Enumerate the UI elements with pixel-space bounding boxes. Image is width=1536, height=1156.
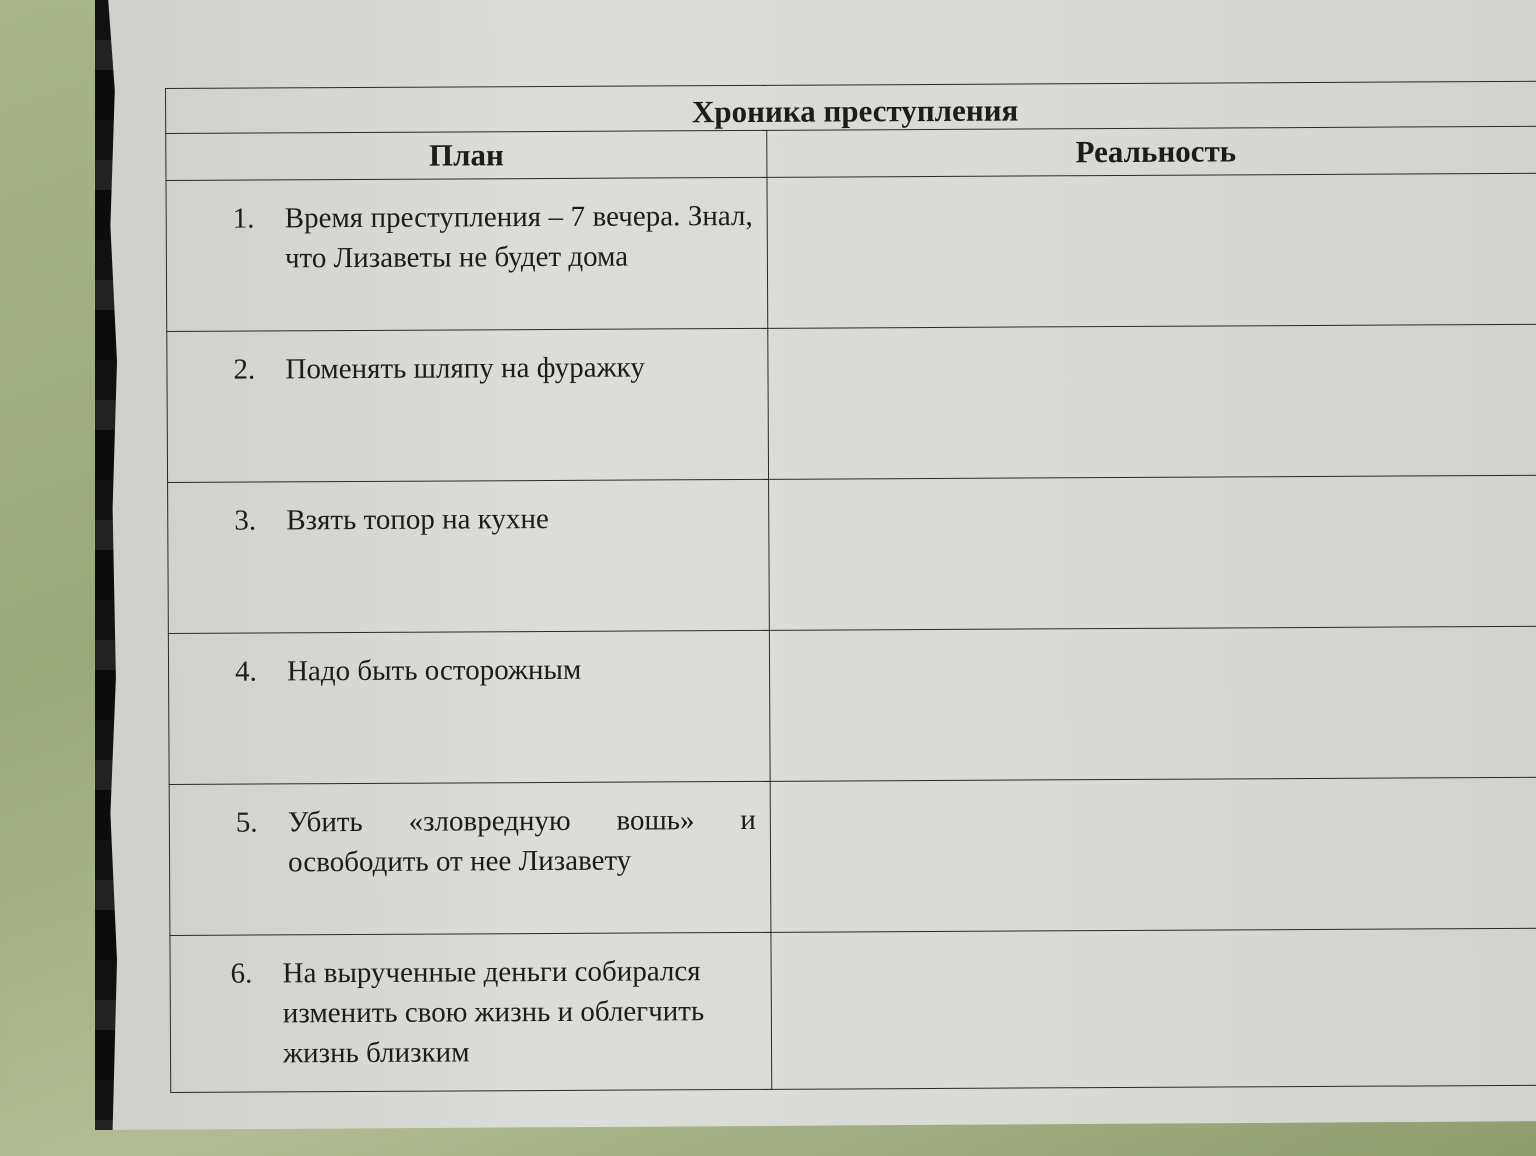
table-row — [170, 928, 1536, 1092]
reality-cell[interactable] — [768, 324, 1536, 479]
header-plan: План — [166, 130, 767, 180]
item-number: 6. — [230, 957, 253, 990]
reality-cell[interactable] — [767, 173, 1536, 328]
plan-text: Время преступления – 7 вечера. Знал, что Лизаветы не будет дома — [284, 199, 753, 275]
item-number: 2. — [233, 353, 256, 386]
table-row — [167, 324, 1536, 482]
plan-text: Убить «зловредную вошь» и освободить от нее Лизавету — [287, 803, 756, 879]
item-number: 4. — [234, 655, 257, 688]
reality-cell[interactable] — [771, 928, 1536, 1089]
table-row — [168, 475, 1536, 633]
table-row — [168, 626, 1536, 784]
item-number: 1. — [232, 202, 255, 235]
plan-text: Надо быть осторожным — [286, 653, 582, 688]
item-number: 5. — [235, 806, 258, 839]
table-row — [166, 173, 1536, 331]
crime-chronicle-table — [165, 81, 1536, 1093]
table-title: Хроника преступления — [166, 81, 1536, 133]
header-reality: Реальность — [767, 126, 1536, 177]
table-row — [169, 777, 1536, 935]
reality-cell[interactable] — [770, 777, 1536, 932]
plan-text: Взять топор на кухне — [286, 502, 549, 537]
reality-cell[interactable] — [769, 475, 1536, 630]
item-number: 3. — [234, 504, 257, 537]
reality-cell[interactable] — [769, 626, 1536, 781]
plan-text: Поменять шляпу на фуражку — [285, 351, 645, 386]
plan-text: На вырученные деньги собирался изменить свою жизнь и облегчить жизнь близким — [282, 955, 705, 1070]
